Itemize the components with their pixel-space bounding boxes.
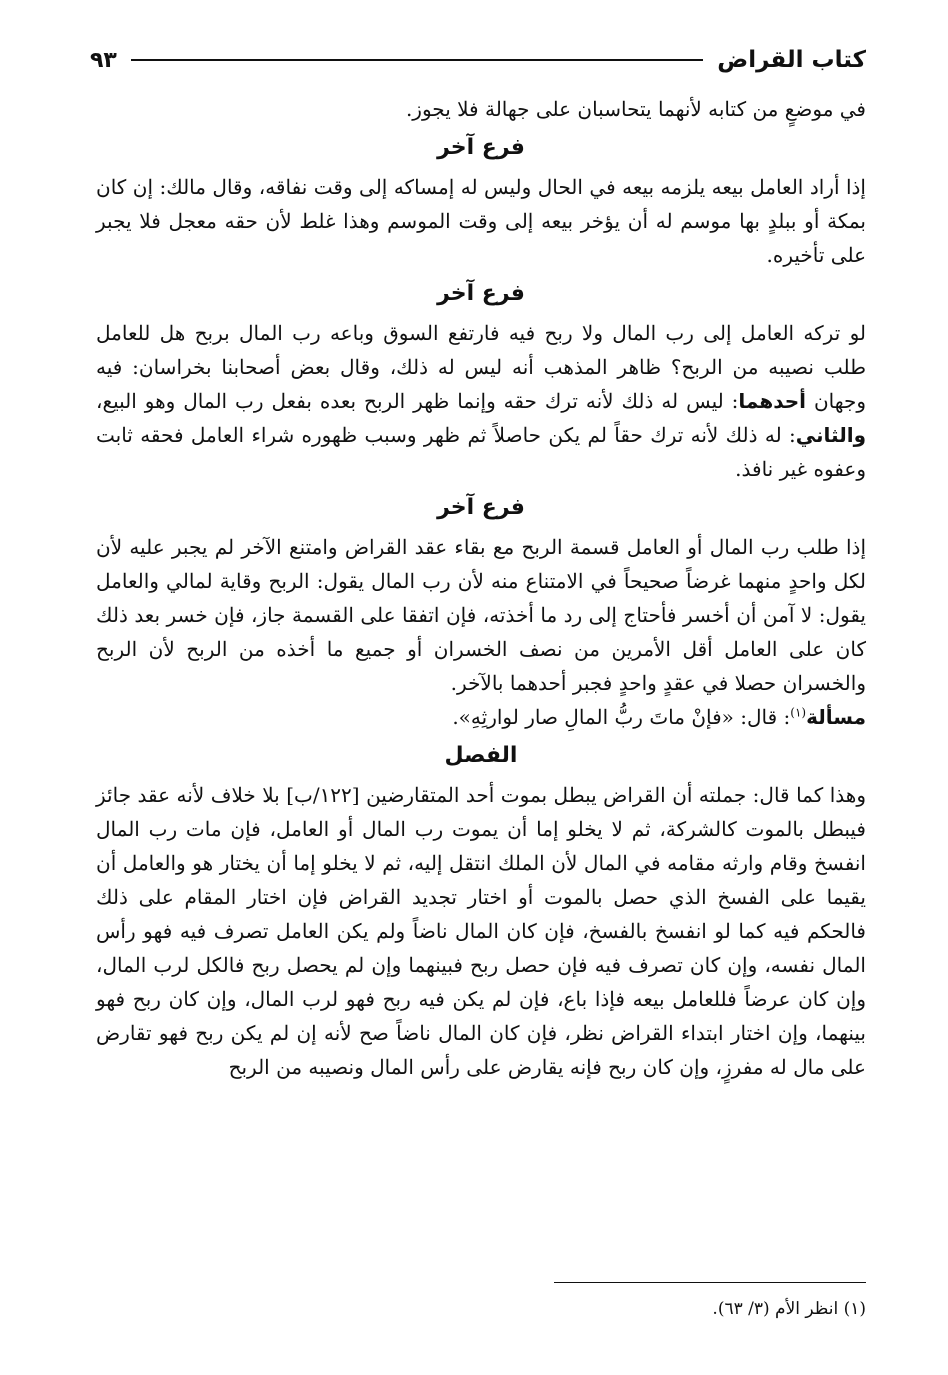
keyword-first: أحدهما <box>738 389 807 413</box>
page-number: ٩٣ <box>90 47 117 73</box>
paragraph: وهذا كما قال: جملته أن القراض يبطل بموت أحد المتقارضين [١٢٢/ب] بلا خلاف لأنه عقد جائز فيبطل بالموت كالشركة، ثم لا يخلو إما أن يموت رب المال أو العامل، فإن مات رب المال انفسخ وقام وارثه مقامه في المال لأن الملك انتقل إليه، ثم لا يخلو إما أن يختار هو والعامل أن يقيما على الفسخ الذي حصل بالموت أو اختار تجديد القراض فإن اختار المقام على ذلك فالحكم فيه كما لو انفسخ بالفسخ، فإن كان المال ناضاً ولم يكن العامل تصرف فيه فهو رأس المال نفسه، وإن كان تصرف فيه فإن حصل ربح فبينهما وإن لم يحصل ربح فالكل لرب المال، وإن كان عرضاً فللعامل بيعه فإذا باع، فإن لم يكن فيه ربح فهو لرب المال، وإن كان ربح فهو بينهما، وإن اختار ابتداء القراض نظر، فإن كان المال ناضاً صح لأنه إن لم يكن ربح فهو تقارض على مال له مفرزٍ، وإن كان ربح فإنه يقارض على رأس المال ونصيبه من الربح <box>96 783 866 1079</box>
masala-quote: : قال: «فإنْ ماتَ ربُّ المالِ صار لوارثِهِ». <box>452 705 791 729</box>
paragraph: إذا أراد العامل بيعه يلزمه بيعه في الحال وليس له إمساكه إلى وقت نفاقه، وقال مالك: إن كان بمكة أو ببلدٍ بها موسم له أن يؤخر بيعه إلى وقت الموسم وهذا غلط لأن حقه معجل فلا يجبر على تأخيره. <box>96 175 866 267</box>
footnote: (١) انظر الأم (٣/ ٦٣). <box>712 1299 866 1319</box>
running-title: كتاب القراض <box>717 47 866 73</box>
section-heading: فرع آخر <box>437 135 525 160</box>
text-run: لو تركه العامل إلى رب المال ولا ربح فيه فارتفع السوق وباعه رب المال بربح هل للعامل طلب نصيبه من الربح؟ ظاهر المذهب أنه ليس له ذلك، وقال بعض أصحابنا بخراسان: فيه وجهان <box>96 321 866 413</box>
text-run: : ليس له ذلك لأنه ترك حقه وإنما ظهر الربح بعده بفعل رب المال وهو البيع، <box>96 389 739 413</box>
section-heading: فرع آخر <box>437 281 525 306</box>
footnote-marker: (١) <box>790 705 807 720</box>
section-heading: الفصل <box>444 743 518 768</box>
main-text <box>96 92 866 1084</box>
section-heading: فرع آخر <box>437 495 525 520</box>
header-rule <box>131 59 703 61</box>
masala-keyword: مسألة <box>806 705 866 729</box>
paragraph: إذا طلب رب المال أو العامل قسمة الربح مع بقاء عقد القراض وامتنع الآخر لم يجبر عليه لأن لكل واحدٍ منهما غرضاً صحيحاً في الامتناع منه لأن رب المال يقول: الربح وقاية لمالي والعامل يقول: لا آمن أن أخسر فأحتاج إلى رد ما أخذته، فإن اتفقا على القسمة جاز، فإن خسر بعد ذلك كان على العامل أقل الأمرين من نصف الخسران أو جميع ما أخذه من الربح لأن الربح والخسران حصلا في عقدٍ واحدٍ فجبر أحدهما بالآخر. <box>96 535 867 695</box>
paragraph-continuation: في موضعٍ من كتابه لأنهما يتحاسبان على جهالة فلا يجوز. <box>405 97 866 121</box>
keyword-second: والثاني <box>795 423 866 447</box>
paragraph <box>96 316 866 486</box>
footnote-rule <box>554 1282 866 1283</box>
page-header <box>90 38 866 82</box>
masala-line <box>96 700 866 734</box>
text-run: : له ذلك لأنه ترك حقاً لم يكن حاصلاً ثم ظهر وسبب ظهوره شراء العامل فحقه ثابت وعفوه غير نافذ. <box>96 423 866 481</box>
